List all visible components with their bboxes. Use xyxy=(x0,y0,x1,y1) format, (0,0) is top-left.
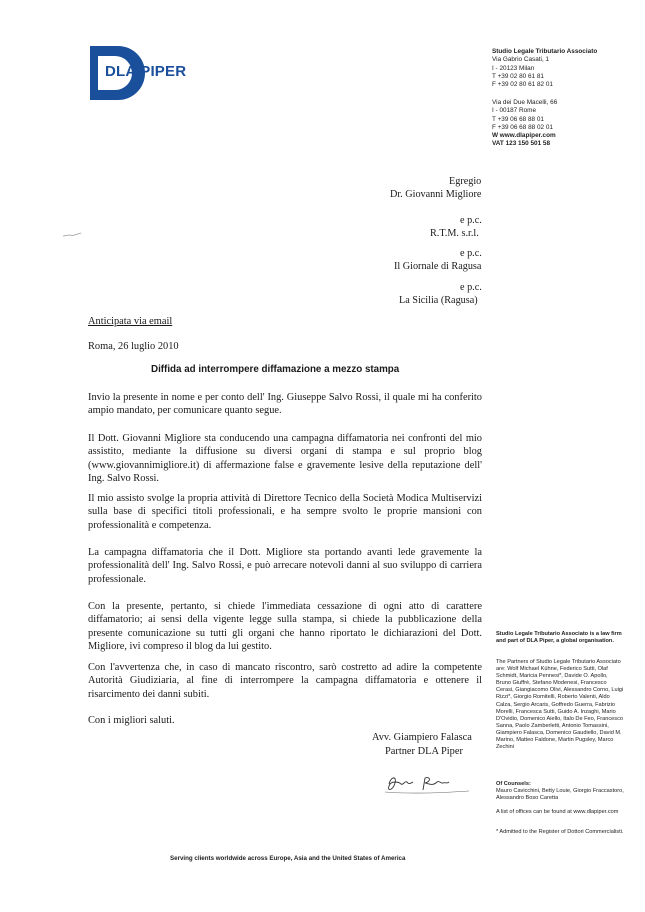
cc-recipient: La Sicilia (Ragusa) xyxy=(399,295,478,306)
advance-note: Anticipata via email xyxy=(88,316,173,327)
address-line: I - 00187 Rome xyxy=(492,107,537,115)
firm-intro: Studio Legale Tributario Associato is a law firm and part of DLA Piper, a global organisation. xyxy=(496,631,622,645)
footnote xyxy=(496,829,624,836)
vat-line: VAT 123 150 501 58 xyxy=(492,140,551,148)
fax-line: F +39 02 80 61 82 01 xyxy=(492,81,553,89)
salutation: Egregio xyxy=(449,176,482,187)
address-line: Via Gabrio Casati, 1 xyxy=(492,56,550,64)
letter-subject: Diffida ad interrompere diffamazione a mezzo stampa xyxy=(151,364,400,375)
footnote-text: * Admitted to the Register of Dottori Commercialisti. xyxy=(496,829,624,835)
office-address-milan xyxy=(492,48,597,89)
office-address-rome xyxy=(492,99,557,149)
recipient-main: Dr. Giovanni Migliore xyxy=(390,189,482,200)
body-paragraph: Il Dott. Giovanni Migliore sta conducendo una campagna diffamatoria nei confronti del mio assistito, mediante la diffusione su diversi organi di stampa e sul proprio blog (www.giovannimigliore.it) di affermazione false e gravemente lesive della reputazione dell' Ing. Salvo Rossi. xyxy=(88,433,482,484)
partners-note xyxy=(496,659,624,751)
body-paragraph: Con l'avvertenza che, in caso di mancato riscontro, sarò costretto ad adire la competente Autorità Giudiziaria, al fine di interrompere la campagna diffamatoria e ottenere il risarcimento dei danni subiti. xyxy=(88,662,482,700)
cc-label: e p.c. xyxy=(460,248,482,259)
fax-line: F +39 06 68 88 02 01 xyxy=(492,123,553,131)
signer-name: Avv. Giampiero Falasca xyxy=(372,732,472,743)
body-paragraph: Con la presente, pertanto, si chiede l'immediata cessazione di ogni atto di carattere diffamatorio; ai sensi della vigente legge sulla stampa, si chiede la pubblicazione della presente comunicazione su tutti gli organi che hanno riportato le dichiarazioni del Dott. Migliore, ivi compreso il blog da lui gestito. xyxy=(88,601,482,652)
body-paragraph: Il mio assisto svolge la propria attività di Direttore Tecnico della Società Modica Multiservizi sulla base di specifici titoli professionali, e ha sempre svolto le proprie mansioni con professionalità e competenza. xyxy=(88,493,482,531)
website-line: W www.dlapiper.com xyxy=(492,132,556,140)
body-paragraph: Invio la presente in nome e per conto dell' Ing. Giuseppe Salvo Rossi, il quale mi ha conferito ampio mandato, per comunicare quanto segue. xyxy=(88,392,482,417)
closing: Con i migliori saluti. xyxy=(88,715,175,726)
offices-text: A list of offices can be found at www.dlapiper.com xyxy=(496,809,619,815)
firm-name: Studio Legale Tributario Associato xyxy=(492,48,598,55)
phone-line: T +39 06 68 88 01 xyxy=(492,115,544,123)
cc-recipient: Il Giornale di Ragusa xyxy=(394,261,482,272)
scan-mark-icon xyxy=(62,232,82,238)
place-date: Roma, 26 luglio 2010 xyxy=(88,341,179,352)
cc-label: e p.c. xyxy=(460,215,482,226)
partners-list: The Partners of Studio Legale Tributario Associato are: Wolf Michael Kühne, Federico Sutti, Olaf Schmidt, Maricia Pennesi*, Davide O. Apollo, Bruno Giuffrè, Stefano Modenesi, Francesco Cerasi, Giangiacomo Olivi, Alessandro Corno, Luigi Rizzi*, Giorgio Romitelli, Roberto Valenti, Aldo Calza, Sergio Arcaris, Goffredo Guerra, Fabrizio Morelli, Francesca Sutti, Guido A. Inzaghi, Mario D'Ovidio, Domenico Aiello, Italo De Feo, Francesco Sanna, Paolo Zamberletti, Antonio Tomassini, Giampiero Falasca, Domenico Gaudiello, David M. Marino, Matteo Faldone, Martin Pugsley, Marco Zechini xyxy=(496,659,624,751)
address-line: Via dei Due Macelli, 66 xyxy=(492,99,558,106)
footer-tagline: Serving clients worldwide across Europe, Asia and the United States of America xyxy=(170,855,406,862)
offices-note xyxy=(496,809,624,816)
signer-role: Partner DLA Piper xyxy=(385,746,463,757)
firm-note xyxy=(496,631,624,645)
logo-wordmark: DLA PIPER xyxy=(105,63,187,80)
counsels-list: Mauro Cavicchini, Betty Louie, Giorgio Fraccastoro, Alessandro Boso Caretta xyxy=(496,788,624,802)
phone-line: T +39 02 80 61 81 xyxy=(492,72,544,80)
body-paragraph: La campagna diffamatoria che il Dott. Migliore sta portando avanti lede gravemente la professionalità dell' Ing. Salvo Rossi, e può arrecare notevoli danni al suo sviluppo di carriera professionale. xyxy=(88,547,482,585)
counsels-label: Of Counsels: xyxy=(496,781,531,787)
cc-label: e p.c. xyxy=(460,282,482,293)
counsels-note xyxy=(496,781,624,802)
address-line: I - 20123 Milan xyxy=(492,64,535,72)
handwritten-signature-icon xyxy=(381,770,471,798)
cc-recipient: R.T.M. s.r.l. xyxy=(430,228,479,239)
